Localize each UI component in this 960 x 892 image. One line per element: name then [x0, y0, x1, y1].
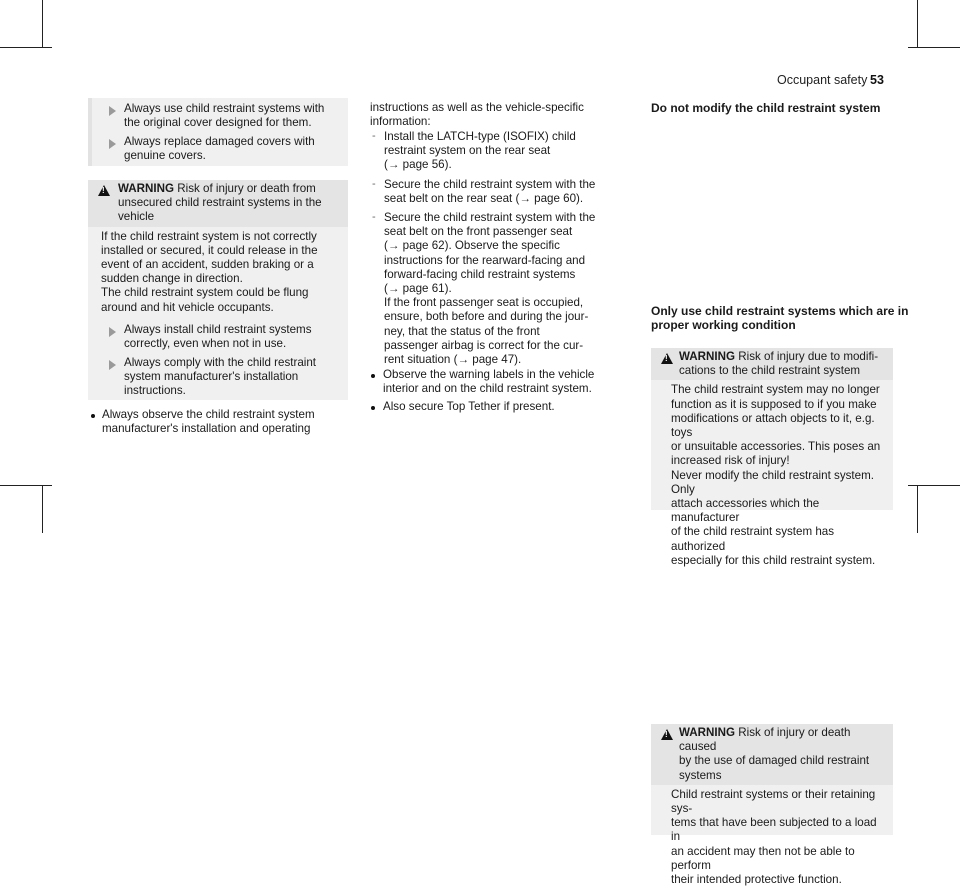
- tip-line: correctly, even when not in use.: [124, 337, 287, 351]
- arrow-icon: [109, 360, 116, 370]
- text-line: If the front passenger seat is occupied,: [384, 296, 584, 310]
- warning-icon: [661, 353, 673, 364]
- warning-title-line: Risk of injury or death caused: [679, 726, 851, 754]
- warning-label: WARNING: [118, 182, 175, 195]
- bullet-icon: [91, 414, 95, 418]
- warning-icon: [98, 185, 110, 196]
- tip-line: Always comply with the child restraint: [124, 356, 317, 369]
- body-line: The child restraint system could be flung: [101, 286, 309, 300]
- crop-mark: [917, 0, 918, 48]
- crop-mark: [0, 47, 52, 48]
- tip-line: Always replace damaged covers with: [124, 135, 315, 148]
- heading-line: proper working condition: [651, 318, 796, 333]
- body-line: or unsuitable accessories. This poses an: [671, 440, 881, 454]
- text-line: Always observe the child restraint system: [102, 408, 315, 421]
- heading-line: Only use child restraint systems which are in: [651, 304, 909, 318]
- bullet-icon: [371, 406, 375, 410]
- text-line: Install the LATCH-type (ISOFIX) child: [384, 130, 576, 143]
- text-line: Secure the child restraint system with the: [384, 178, 596, 191]
- warning-title-line: Risk of injury due to modifi-: [738, 350, 879, 363]
- body-line: modifications or attach objects to it, e.g. toys: [671, 411, 875, 440]
- warning-icon: [661, 729, 673, 740]
- section-heading: [651, 304, 908, 332]
- tip-line: the original cover designed for them.: [124, 116, 312, 130]
- bullet-text: [383, 400, 555, 414]
- text-line: restraint system on the rear seat: [384, 144, 551, 158]
- text-line: (→ page 56).: [384, 158, 452, 172]
- text-line: passenger airbag is correct for the cur-: [384, 338, 584, 352]
- intro-text: [370, 101, 584, 129]
- tip-box: [88, 98, 348, 166]
- dash-item: [384, 211, 595, 367]
- text-line: information:: [370, 115, 431, 129]
- warning-header: [651, 724, 893, 785]
- text-line: forward-facing child restraint systems: [384, 267, 576, 281]
- warning-title-line: Risk of injury or death from: [177, 182, 316, 195]
- body-line: increased risk of injury!: [671, 454, 790, 468]
- body-line: The child restraint system may no longer: [671, 383, 880, 397]
- body-line: event of an accident, sudden braking or a: [101, 258, 314, 272]
- warning-body: [88, 227, 348, 320]
- crop-mark: [42, 0, 43, 48]
- warning-label: WARNING: [679, 350, 736, 363]
- tip-line: genuine covers.: [124, 149, 206, 163]
- warning-header: [88, 180, 348, 227]
- body-line: tems that have been subjected to a load in: [671, 816, 877, 844]
- text-line: (→ page 61).: [384, 282, 452, 296]
- text-line: Observe the warning labels in the vehicle: [383, 368, 595, 381]
- dash-icon: -: [372, 211, 376, 223]
- arrow-icon: [109, 139, 116, 149]
- body-line: If the child restraint system is not correctly: [101, 229, 317, 243]
- body-line: especially for this child restraint system.: [671, 553, 876, 567]
- text-line: Secure the child restraint system with the: [384, 211, 596, 224]
- crop-mark: [917, 485, 918, 533]
- text-line: seat belt on the rear seat (→ page 60).: [384, 192, 584, 206]
- body-line: function as it is supposed to if you make: [671, 397, 877, 411]
- arrow-icon: [109, 327, 116, 337]
- arrow-icon: [109, 106, 116, 116]
- crop-mark: [0, 485, 52, 486]
- section-heading: Do not modify the child restraint system: [651, 101, 881, 115]
- warning-title-line: systems: [679, 768, 722, 782]
- warning-header: [651, 348, 893, 380]
- tip-line: Always install child restraint systems: [124, 323, 312, 336]
- crop-mark: [908, 47, 960, 48]
- warning-box: [651, 348, 893, 567]
- warning-body: [651, 380, 893, 573]
- warning-title-line: unsecured child restraint systems in the: [118, 196, 322, 210]
- body-line: sudden change in direction.: [101, 272, 243, 286]
- text-line: instructions as well as the vehicle-specific: [370, 101, 584, 114]
- warning-title-line: cations to the child restraint system: [679, 364, 861, 378]
- body-line: installed or secured, it could release in the: [101, 243, 318, 257]
- warning-box: [651, 724, 893, 887]
- text-line: interior and on the child restraint system.: [383, 382, 592, 396]
- text-line: ney, that the status of the front: [384, 324, 540, 338]
- text-line: (→ page 62). Observe the specific: [384, 239, 560, 253]
- body-line: Child restraint systems or their retaining sys-: [671, 787, 876, 816]
- dash-icon: -: [372, 130, 376, 142]
- body-line: around and hit vehicle occupants.: [101, 300, 274, 314]
- text-line: manufacturer's installation and operating: [102, 422, 311, 436]
- body-line: attach accessories which the manufacturer: [671, 497, 820, 525]
- bullet-text: [383, 368, 594, 396]
- bullet-text: [102, 408, 315, 436]
- section-title: Occupant safety: [777, 73, 868, 87]
- text-line: rent situation (→ page 47).: [384, 353, 522, 367]
- text-line: ensure, both before and during the jour-: [384, 310, 589, 324]
- dash-item: [384, 178, 595, 206]
- warning-title-line: by the use of damaged child restraint: [679, 754, 870, 768]
- warning-box: [88, 180, 348, 400]
- crop-mark: [908, 485, 960, 486]
- crop-mark: [42, 485, 43, 533]
- text-line: instructions for the rearward-facing and: [384, 253, 586, 267]
- tip-bar: [88, 98, 92, 166]
- text-line: seat belt on the front passenger seat: [384, 225, 573, 239]
- body-line: an accident may then not be able to perform: [671, 844, 855, 872]
- page-number: 53: [870, 73, 884, 87]
- bullet-icon: [371, 374, 375, 378]
- body-line: Never modify the child restraint system. Only: [671, 468, 874, 496]
- tip-line: instructions.: [124, 384, 186, 398]
- tip-line: system manufacturer's installation: [124, 370, 299, 384]
- dash-icon: -: [372, 178, 376, 190]
- warning-title-line: vehicle: [118, 210, 155, 224]
- body-line: their intended protective function.: [671, 873, 842, 887]
- dash-item: [384, 130, 576, 173]
- warning-label: WARNING: [679, 726, 736, 739]
- warning-body: [651, 785, 893, 892]
- body-line: of the child restraint system has authorized: [671, 525, 835, 553]
- tip-line: Always use child restraint systems with: [124, 102, 325, 115]
- text-line: Also secure Top Tether if present.: [383, 400, 555, 413]
